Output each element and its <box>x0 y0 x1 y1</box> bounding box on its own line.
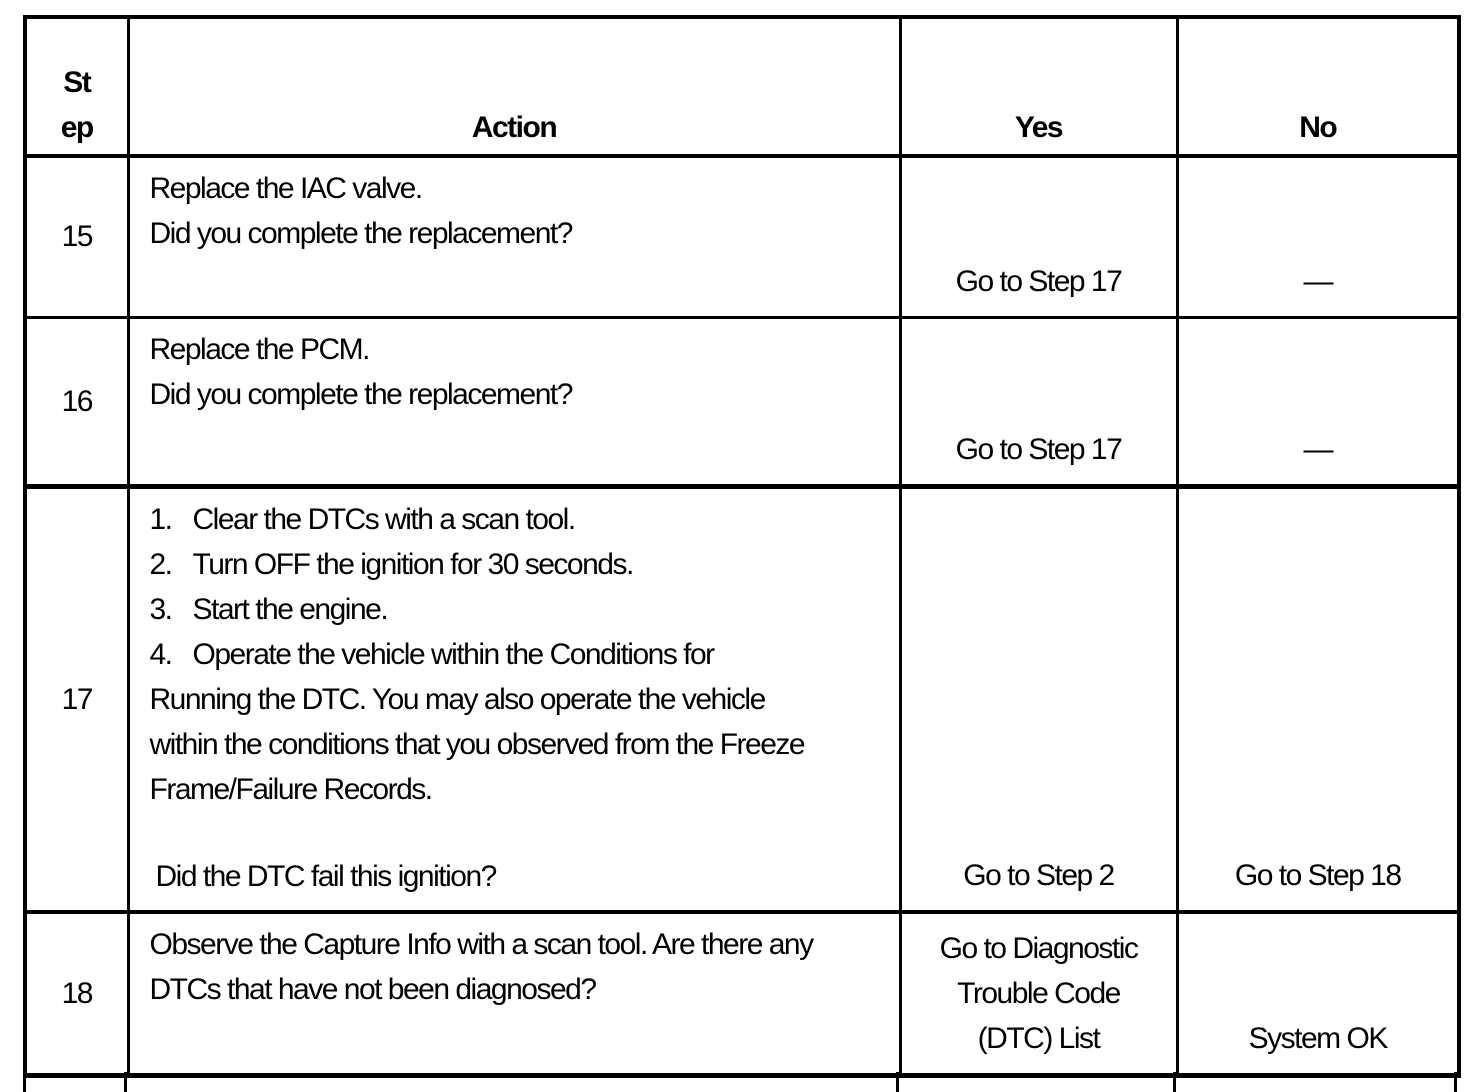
action-cell <box>128 912 900 1075</box>
table-row-step-17 <box>25 486 1459 912</box>
table-row-step-18 <box>25 912 1459 1075</box>
yes-result-line: (DTC) List <box>977 1021 1100 1055</box>
action-list-item <box>150 497 875 542</box>
table-row-step-16 <box>25 317 1459 486</box>
action-text: Frame/Failure Records. <box>149 772 432 806</box>
no-result: — <box>1177 317 1459 486</box>
action-text: Replace the IAC valve. <box>149 172 422 205</box>
list-number: 4. <box>149 637 172 671</box>
table-edge-stub <box>1173 1072 1176 1092</box>
action-cell <box>128 317 900 486</box>
action-cell <box>128 486 900 912</box>
action-question: Did you complete the replacement? <box>149 217 572 250</box>
table-row-step-15 <box>25 156 1459 317</box>
header-action: Action <box>128 17 900 156</box>
list-number: 2. <box>149 547 172 581</box>
step-number: 17 <box>25 486 128 912</box>
table-edge-stub <box>1454 1072 1457 1092</box>
action-list-item <box>150 587 875 632</box>
header-yes: Yes <box>900 17 1177 156</box>
step-number: 15 <box>25 156 128 317</box>
action-text: Observe the Capture Info with a scan tool. Are there any <box>149 928 813 961</box>
yes-result-line: Trouble Code <box>957 976 1120 1010</box>
action-question: DTCs that have not been diagnosed? <box>149 973 596 1006</box>
yes-result-line: Go to Diagnostic <box>939 931 1138 965</box>
action-text: Replace the PCM. <box>149 332 369 366</box>
list-text: Start the engine. <box>192 592 388 626</box>
step-number: 16 <box>25 317 128 486</box>
table-edge-stub <box>23 1072 26 1092</box>
action-cell <box>128 156 900 317</box>
header-step-line1: St <box>63 66 91 99</box>
no-result: Go to Step 18 <box>1177 486 1459 912</box>
no-result: System OK <box>1177 912 1459 1075</box>
table-edge-stub <box>124 1072 127 1092</box>
action-text: Running the DTC. You may also operate the vehicle <box>149 682 765 716</box>
header-step <box>25 17 128 156</box>
header-no: No <box>1177 17 1459 156</box>
action-text: within the conditions that you observed from the Freeze <box>149 727 805 761</box>
list-number: 1. <box>149 502 172 536</box>
yes-result: Go to Step 17 <box>900 317 1177 486</box>
action-question: Did you complete the replacement? <box>149 377 572 411</box>
action-list-item <box>150 632 875 677</box>
table-edge-stub <box>896 1072 899 1092</box>
no-result: — <box>1177 156 1459 317</box>
action-question: Did the DTC fail this ignition? <box>155 859 496 893</box>
header-row <box>25 17 1459 156</box>
yes-result: Go to Step 17 <box>900 156 1177 317</box>
list-number: 3. <box>149 592 172 626</box>
step-number: 18 <box>25 912 128 1075</box>
list-text: Clear the DTCs with a scan tool. <box>192 502 575 536</box>
header-step-line2: ep <box>60 111 93 144</box>
diagnostic-table <box>23 15 1461 1078</box>
yes-result: Go to Step 2 <box>900 486 1177 912</box>
list-text: Turn OFF the ignition for 30 seconds. <box>192 547 633 581</box>
list-text: Operate the vehicle within the Conditions for <box>192 637 714 671</box>
yes-result <box>900 912 1177 1075</box>
action-list-item <box>150 542 875 587</box>
